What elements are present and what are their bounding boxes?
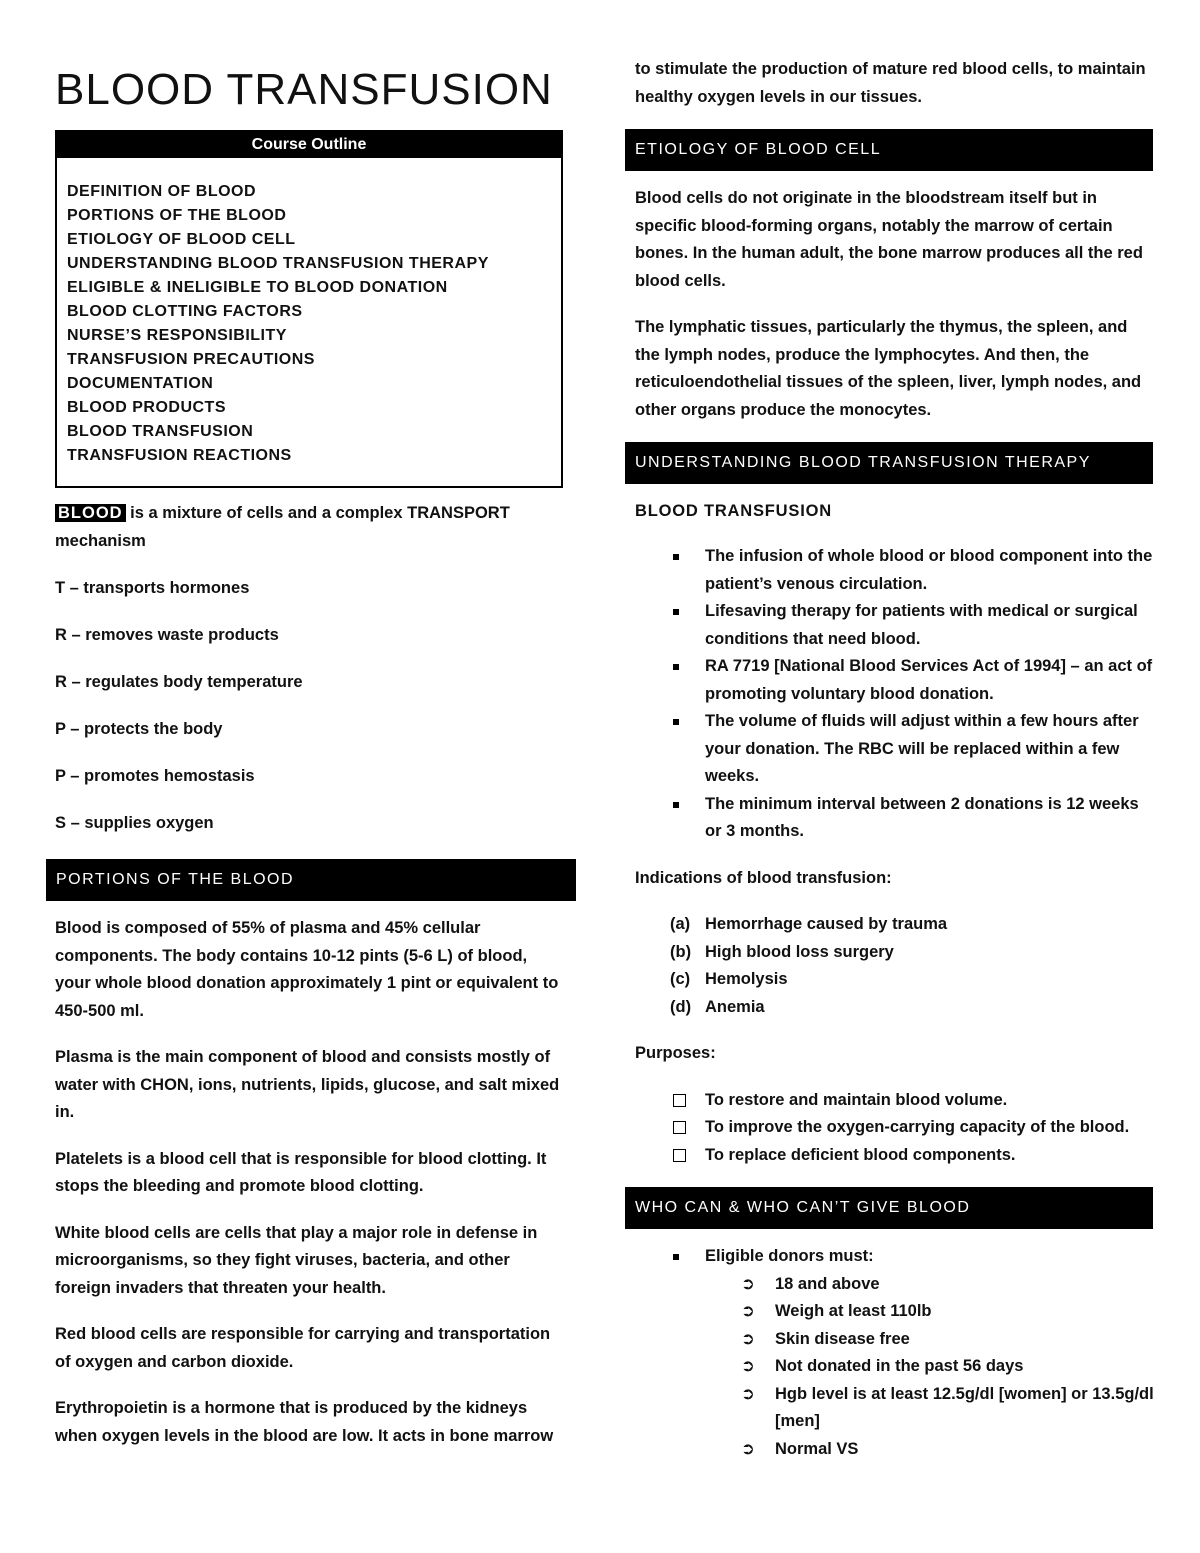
mnemonic-line: R – regulates body temperature (55, 672, 303, 691)
outline-item: PORTIONS OF THE BLOOD (67, 207, 287, 224)
course-outline-heading: Course Outline (57, 132, 561, 158)
bullet-item (635, 653, 1155, 708)
subheading-blood-transfusion: BLOOD TRANSFUSION (635, 502, 832, 520)
criteria-text: Hgb level is at least 12.5g/dl [women] or 13.5g/dl [men] (775, 1384, 1154, 1430)
outline-item: ELIGIBLE & INELIGIBLE TO BLOOD DONATION (67, 279, 448, 296)
checkbox-icon (673, 1121, 686, 1134)
donors-list (635, 1243, 1155, 1271)
mnemonic-line: T – transports hormones (55, 578, 250, 597)
bullet-item (635, 708, 1155, 791)
paragraph: Erythropoietin is a hormone that is produced by the kidneys when oxygen levels in the blood are low. It acts in bone marrow (55, 1399, 554, 1445)
outline-item: DOCUMENTATION (67, 375, 214, 392)
list-letter: (a) (670, 915, 691, 933)
indication-text: Hemorrhage caused by trauma (705, 915, 948, 933)
page-title: BLOOD TRANSFUSION (55, 65, 553, 114)
criteria-item (635, 1326, 1155, 1354)
arrow-icon: ➲ (741, 1384, 755, 1403)
bullet-item (635, 598, 1155, 653)
paragraph: Blood is composed of 55% of plasma and 45% cellular components. The body contains 10-12 pints (5-6 L) of blood, your whole blood donation approximately 1 pint or equivalent to 450-500 ml. (55, 919, 559, 1020)
bullet-text: Lifesaving therapy for patients with medical or surgical conditions that need blood. (705, 602, 1138, 648)
square-bullet-icon (673, 664, 679, 670)
indications-list (635, 911, 1155, 1021)
paragraph-continuation: to stimulate the production of mature red blood cells, to maintain healthy oxygen levels in our tissues. (635, 60, 1146, 106)
outline-item: NURSE’S RESPONSIBILITY (67, 327, 287, 344)
mnemonic-line: R – removes waste products (55, 625, 279, 644)
definition-sentence (55, 500, 567, 555)
purposes-label: Purposes: (635, 1044, 716, 1062)
portions-body (55, 915, 567, 1450)
indication-item (635, 911, 1155, 939)
square-bullet-icon (673, 1254, 679, 1260)
bullet-text: The volume of fluids will adjust within a few hours after your donation. The RBC will be replaced within a few weeks. (705, 712, 1139, 785)
criteria-item (635, 1381, 1155, 1436)
purpose-item (635, 1114, 1155, 1142)
square-bullet-icon (673, 719, 679, 725)
criteria-item (635, 1298, 1155, 1326)
arrow-icon: ➲ (741, 1274, 755, 1293)
section-heading-portions: PORTIONS OF THE BLOOD (46, 859, 576, 901)
arrow-icon: ➲ (741, 1439, 755, 1458)
square-bullet-icon (673, 609, 679, 615)
bullet-item (635, 1243, 1155, 1271)
indication-text: Hemolysis (705, 970, 788, 988)
bullet-text: The minimum interval between 2 donations is 12 weeks or 3 months. (705, 794, 1139, 840)
outline-item: BLOOD PRODUCTS (67, 399, 226, 416)
outline-item: ETIOLOGY OF BLOOD CELL (67, 231, 296, 248)
bullet-item (635, 543, 1155, 598)
bullet-text: Eligible donors must: (705, 1247, 874, 1265)
course-outline-box (55, 130, 563, 488)
criteria-item (635, 1436, 1155, 1464)
list-letter: (c) (670, 970, 691, 988)
left-column (55, 60, 567, 1469)
bullet-text: RA 7719 [National Blood Services Act of 1994] – an act of promoting voluntary blood donation. (705, 657, 1153, 703)
indication-text: High blood loss surgery (705, 942, 894, 961)
purpose-text: To replace deficient blood components. (705, 1145, 1016, 1164)
criteria-text: Weigh at least 110lb (775, 1302, 932, 1320)
paragraph: Platelets is a blood cell that is responsible for blood clotting. It stops the bleeding and promote blood clotting. (55, 1149, 547, 1195)
criteria-item (635, 1271, 1155, 1299)
paragraph: Plasma is the main component of blood and consists mostly of water with CHON, ions, nutrients, lipids, glucose, and salt mixed in. (55, 1048, 560, 1121)
section-heading-donors: WHO CAN & WHO CAN’T GIVE BLOOD (625, 1187, 1153, 1229)
paragraph: The lymphatic tissues, particularly the thymus, the spleen, and the lymph nodes, produce the lymphocytes. And then, the reticuloendothelial tissues of the spleen, liver, lymph nodes, and other organs produce the monocytes. (635, 318, 1142, 419)
list-letter: (b) (670, 942, 692, 961)
criteria-item (635, 1353, 1155, 1381)
mnemonic-line: P – promotes hemostasis (55, 766, 255, 785)
outline-item: UNDERSTANDING BLOOD TRANSFUSION THERAPY (67, 255, 489, 272)
square-bullet-icon (673, 802, 679, 808)
paragraph: Blood cells do not originate in the bloodstream itself but in specific blood-forming organs, notably the marrow of certain bones. In the human adult, the bone marrow produces all the red blood cells. (635, 189, 1143, 290)
outline-item: DEFINITION OF BLOOD (67, 183, 257, 200)
checkbox-icon (673, 1149, 686, 1162)
criteria-text: Not donated in the past 56 days (775, 1357, 1024, 1375)
list-letter: (d) (670, 997, 692, 1016)
mnemonic-line: P – protects the body (55, 719, 223, 738)
purposes-list (635, 1087, 1155, 1170)
purpose-item (635, 1087, 1155, 1115)
arrow-icon: ➲ (741, 1302, 755, 1320)
therapy-bullet-list (635, 543, 1155, 846)
arrow-icon: ➲ (741, 1357, 755, 1375)
outline-item: TRANSFUSION PRECAUTIONS (67, 351, 315, 368)
arrow-icon: ➲ (741, 1329, 755, 1348)
section-heading-etiology: ETIOLOGY OF BLOOD CELL (625, 129, 1153, 171)
purpose-text: To improve the oxygen-carrying capacity of the blood. (705, 1118, 1130, 1136)
paragraph: White blood cells are cells that play a major role in defense in microorganisms, so they fight viruses, bacteria, and other foreign invaders that threaten your health. (55, 1223, 538, 1297)
blood-highlight-tag: BLOOD (55, 504, 126, 522)
indication-text: Anemia (705, 997, 765, 1016)
outline-item: BLOOD CLOTTING FACTORS (67, 303, 303, 320)
definition-text: is a mixture of cells and a complex TRANSPORT mechanism (55, 504, 510, 550)
indications-label: Indications of blood transfusion: (635, 868, 892, 887)
purpose-text: To restore and maintain blood volume. (705, 1090, 1008, 1109)
right-column (635, 56, 1155, 1463)
section-heading-therapy: UNDERSTANDING BLOOD TRANSFUSION THERAPY (625, 442, 1153, 484)
bullet-text: The infusion of whole blood or blood component into the patient’s venous circulation. (705, 547, 1153, 593)
paragraph: Red blood cells are responsible for carrying and transportation of oxygen and carbon dioxide. (55, 1325, 551, 1371)
purpose-item (635, 1142, 1155, 1170)
outline-item: TRANSFUSION REACTIONS (67, 447, 292, 464)
indication-item (635, 966, 1155, 994)
outline-item: BLOOD TRANSFUSION (67, 423, 254, 440)
course-outline-list (57, 158, 561, 468)
indication-item (635, 939, 1155, 967)
mnemonic-line: S – supplies oxygen (55, 813, 214, 832)
criteria-text: Normal VS (775, 1439, 859, 1458)
blood-definition (55, 500, 567, 837)
donor-criteria-list (635, 1271, 1155, 1464)
square-bullet-icon (673, 554, 679, 560)
checkbox-icon (673, 1094, 686, 1107)
bullet-item (635, 791, 1155, 846)
criteria-text: 18 and above (775, 1274, 880, 1293)
indication-item (635, 994, 1155, 1022)
criteria-text: Skin disease free (775, 1329, 910, 1348)
